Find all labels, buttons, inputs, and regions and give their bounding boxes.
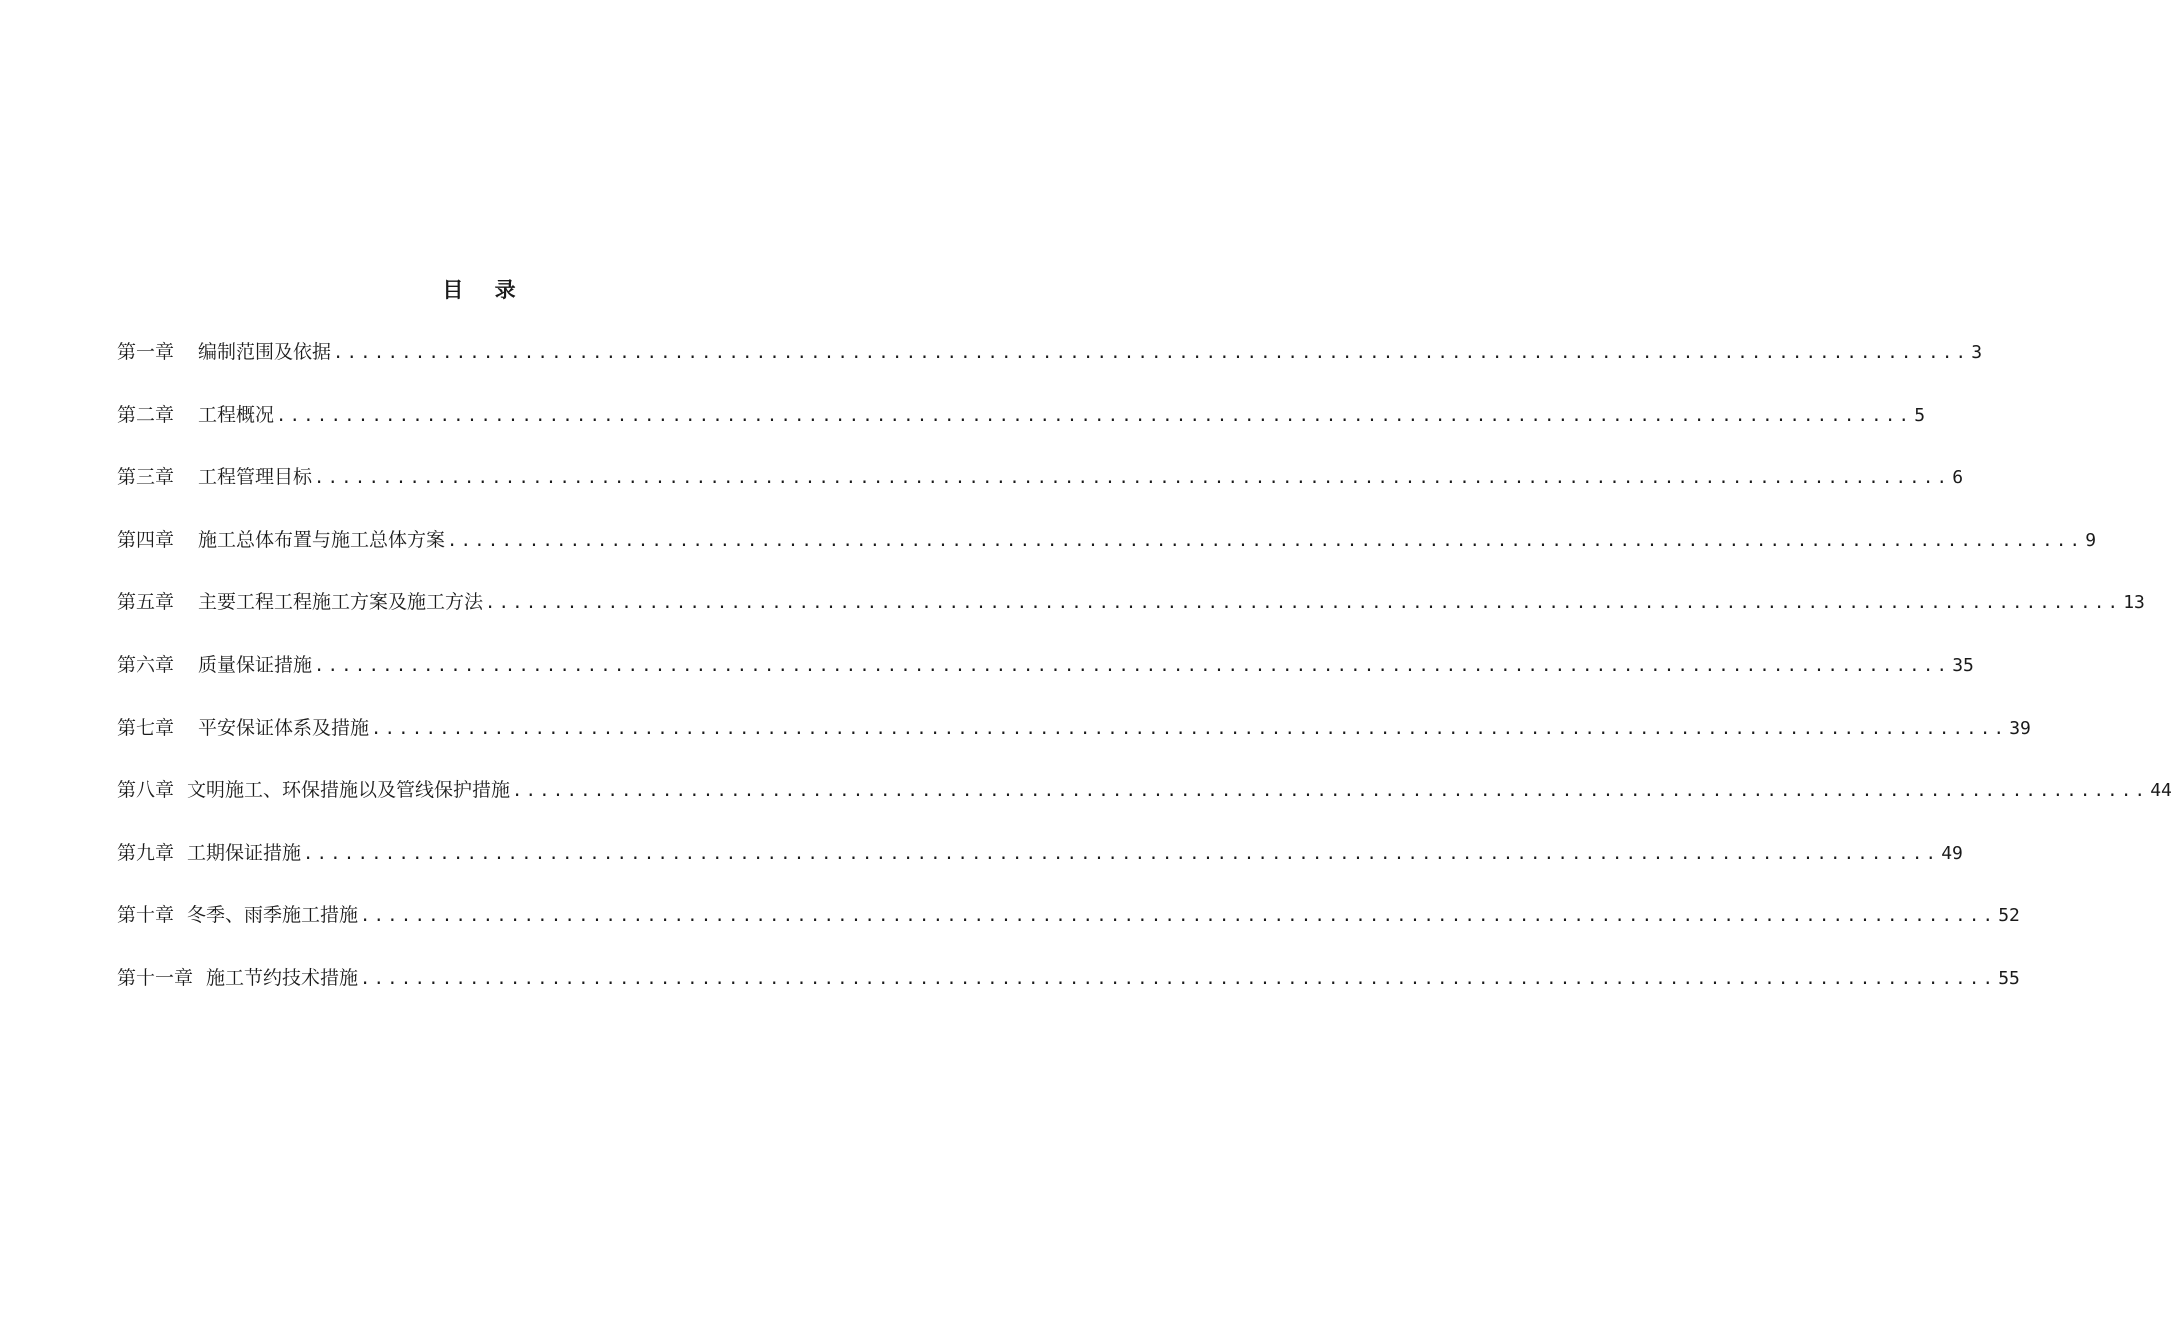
toc-entry-3[interactable] <box>117 457 1964 520</box>
toc-entry-6[interactable] <box>117 645 1974 708</box>
page-number: 13 <box>2123 592 2145 614</box>
page-number: 6 <box>1952 467 1964 489</box>
toc-entry-8[interactable] <box>117 770 2172 833</box>
chapter-title: 质量保证措施 <box>198 653 313 676</box>
chapter-title: 编制范围及依据 <box>198 341 332 363</box>
chapter-title: 施工总体布置与施工总体方案 <box>198 528 446 551</box>
chapter-title: 施工节约技术措施 <box>206 966 359 989</box>
dot-leader: ........................................................................................................................ <box>276 405 1913 426</box>
page-number: 39 <box>2009 717 2031 739</box>
page-number: 35 <box>1952 654 1974 676</box>
chapter-title: 工程管理目标 <box>198 466 313 489</box>
chapter-title: 工程概况 <box>198 403 275 426</box>
dot-leader: ........................................................................................................................ <box>512 781 2149 802</box>
dot-leader: ........................................................................................................................ <box>485 593 2122 614</box>
chapter-number: 第五章 <box>117 591 175 614</box>
dot-leader: ........................................................................................................................ <box>333 343 1970 363</box>
chapter-title: 文明施工、环保措施以及管线保护措施 <box>187 779 511 802</box>
dot-leader: ........................................................................................................................ <box>303 843 1940 864</box>
toc-entry-5[interactable] <box>117 582 2145 645</box>
dot-leader: ........................................................................................................................ <box>314 468 1951 489</box>
page-number: 52 <box>1998 905 2020 927</box>
chapter-number: 第九章 <box>117 841 175 864</box>
dot-leader: ........................................................................................................................ <box>371 718 2008 739</box>
dot-leader: ........................................................................................................................ <box>360 968 1997 989</box>
toc-list <box>117 332 2172 1021</box>
chapter-number: 第八章 <box>117 779 175 802</box>
page-number: 9 <box>2085 529 2097 551</box>
chapter-number: 第六章 <box>117 653 175 676</box>
toc-entry-4[interactable] <box>117 520 2097 583</box>
toc-entry-7[interactable] <box>117 708 2031 771</box>
toc-entry-1[interactable] <box>117 332 1983 395</box>
page-number: 5 <box>1914 404 1926 426</box>
chapter-number: 第四章 <box>117 528 175 551</box>
chapter-number: 第二章 <box>117 403 175 426</box>
dot-leader: ........................................................................................................................ <box>447 530 2084 551</box>
page-number: 55 <box>1998 967 2020 989</box>
page-number: 49 <box>1941 842 1963 864</box>
dot-leader: ........................................................................................................................ <box>314 655 1951 676</box>
toc-title: 目 录 <box>442 278 528 302</box>
chapter-number: 第十一章 <box>117 966 194 989</box>
toc-entry-9[interactable] <box>117 833 1963 896</box>
chapter-title: 工期保证措施 <box>187 841 302 864</box>
page-number: 3 <box>1971 342 1983 363</box>
toc-entry-10[interactable] <box>117 895 2020 958</box>
toc-entry-11[interactable] <box>117 958 2020 1021</box>
toc-entry-2[interactable] <box>117 395 1926 458</box>
chapter-number: 第一章 <box>117 341 175 363</box>
chapter-title: 冬季、雨季施工措施 <box>187 904 359 927</box>
chapter-number: 第三章 <box>117 466 175 489</box>
chapter-number: 第十章 <box>117 904 175 927</box>
dot-leader: ........................................................................................................................ <box>360 906 1997 927</box>
page-number: 44 <box>2150 780 2172 802</box>
chapter-title: 主要工程工程施工方案及施工方法 <box>198 591 484 614</box>
chapter-number: 第七章 <box>117 716 175 739</box>
chapter-title: 平安保证体系及措施 <box>198 716 370 739</box>
